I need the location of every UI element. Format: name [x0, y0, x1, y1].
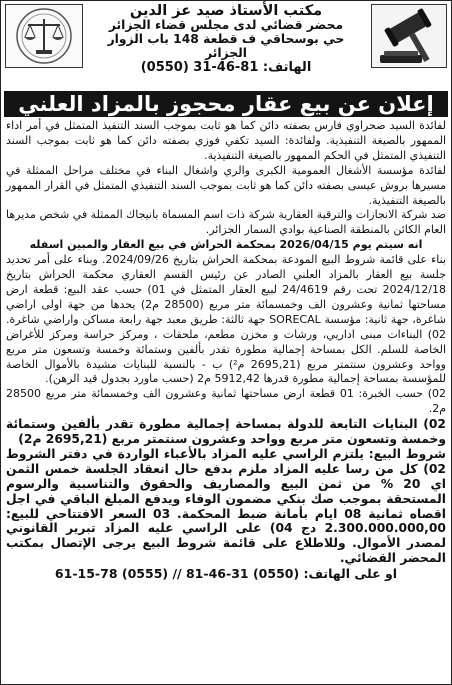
header	[1, 1, 451, 91]
debtor-paragraph: ضد شركة الانجازات والترقية العقارية شركة ذات اسم المسماة بانيجاك الممثلة في شخص مديرها العام الكائن بالمنطقة الصناعية بوادي السمار الجزائر.	[6, 208, 446, 237]
office-name: مكتب الأستاذ صيد عز الدين	[129, 3, 323, 19]
creditor-paragraph-2: لفائدة مؤسسة الأشغال العمومية الكبرى والري واشغال البناء في مختلف مراحل الممثلة في مسيرها بروش عيسى بصفته دائن كما هو ثابت بموجب السند التنفيذي المتمثل في القرار الممهور بالصيغة التنفيذية.	[6, 163, 446, 207]
phone-label: الهاتف:	[262, 59, 312, 75]
property-description-paragraph: بناء على قائمة شروط البيع المودعة بمحكمة الحراش بتاريخ 2024/09/26. وبناء على أمر تحديد جلسة بيع العقار بالمزاد العلني الصادر عن رئيس القسم العقاري محكمة الحراش بتاريخ 2024/12/18 تحت رقم 24/4619 لبيع العقار المتمثل في 01) حسب عقد البيع: قطعة ارض مساحتها ثمانية وعشرون الف وخمسمائة متر مربع (28500 م2) يحدها من جهة اولى اراضي شاغرة، جهة ثانية: مؤسسة SORECAL جهة ثالثة: طريق معبد جهة رابعة مساكن واراضي شاغرة. 02) البناءات مبنى اداريي، ورشات و مخزن مطعم، ملحقات ، ومركز حراسة ومركز للأغراض الخاصة للسلم. الكل بمساحة إجمالية مطورة تقدر بألفين وستمائة وخمسة وتسعون متر مربع وواحد وعشرون سنتمتر مربع (2695,21 م²) ب - بالنسبة للبنايات مشيدة بالأموال الخاصة للمؤسسة بمساحة إجمالية مطورة قدرها 5912,42 م2 (حسب ماورد بجدول قيد الرهن).	[6, 253, 446, 386]
expertise-paragraph: 02) حسب الخبرة: 01 قطعة ارض مساحتها ثمانية وعشرون الف وخمسمائة متر مربع 28500 م2.	[6, 387, 447, 416]
announcement-title: إعلان عن بيع عقار محجوز بالمزاد العلني	[4, 91, 448, 117]
contact-phones: او على الهاتف: (0550) 31-46-81 // (0555) 78-15-61	[54, 566, 398, 582]
office-address: حي بوسحاقي ف قطعة 148 باب الزوار الجزائر	[107, 32, 345, 60]
phone-number: (0550) 31-46-81	[140, 59, 259, 75]
announcement-body	[6, 119, 446, 682]
office-info	[85, 3, 367, 75]
scales-logo	[5, 4, 83, 68]
sale-conditions-paragraph: شروط البيع: يلتزم الراسي عليه المزاد بالأعباء الواردة في دفتر الشروط 02) كل من رسا عليه المزاد ملزم بدفع حال انعقاد الجلسة خمس الثمن اي 20 % من ثمن البيع والمصاريف والحقوق والتناسبية والرسوم المستحقة بموجب صك بنكي مضمون الوفاء ويدفع المبلغ الباقي في اجل اقصاه ثمانية 08 ايام بأمانة ضبط المحكمة. 03 السعر الافتتاحي للبيع: 2.300.000.000,00 دج 04) على الراسي عليه المزاد تبرير القانوني لمصدر الأموال. وللاطلاع على قائمة شروط البيع يرجى الإتصال بمكتب المحضر القضائي.	[6, 446, 446, 566]
sale-date-paragraph: انه سيتم يوم 2026/04/15 بمحكمة الحراش في بيع العقار والمبين اسفله	[29, 238, 423, 252]
creditor-paragraph-1: لفائدة السيد صحراوي فارس بصفته دائن كما هو ثابت بموجب السند التنفيذ المتمثل في أمر اداء الممهور بالصيغة التنفيذية. ولفائدة: السيد تكفي فوزي بصفته دائن كما هو ثابت بموجب السند التنفيذي المتمثل في الحكم الممهور بالصيغة التنفيذية.	[6, 119, 446, 162]
scales-of-justice-icon	[6, 5, 82, 67]
gavel-logo	[371, 4, 447, 68]
gavel-icon	[372, 5, 446, 67]
office-title: محضر قضائي لدى مجلس قضاء الجزائر	[108, 18, 344, 33]
state-buildings-paragraph: 02) البنايات التابعة للدولة بمساحة إجمالية مطورة تقدر بألفين وستمائة وخمسة وتسعون متر مربع وواحد وعشرون سنتمتر مربع (2695,21 م2)	[6, 417, 446, 447]
office-phone	[85, 61, 367, 76]
